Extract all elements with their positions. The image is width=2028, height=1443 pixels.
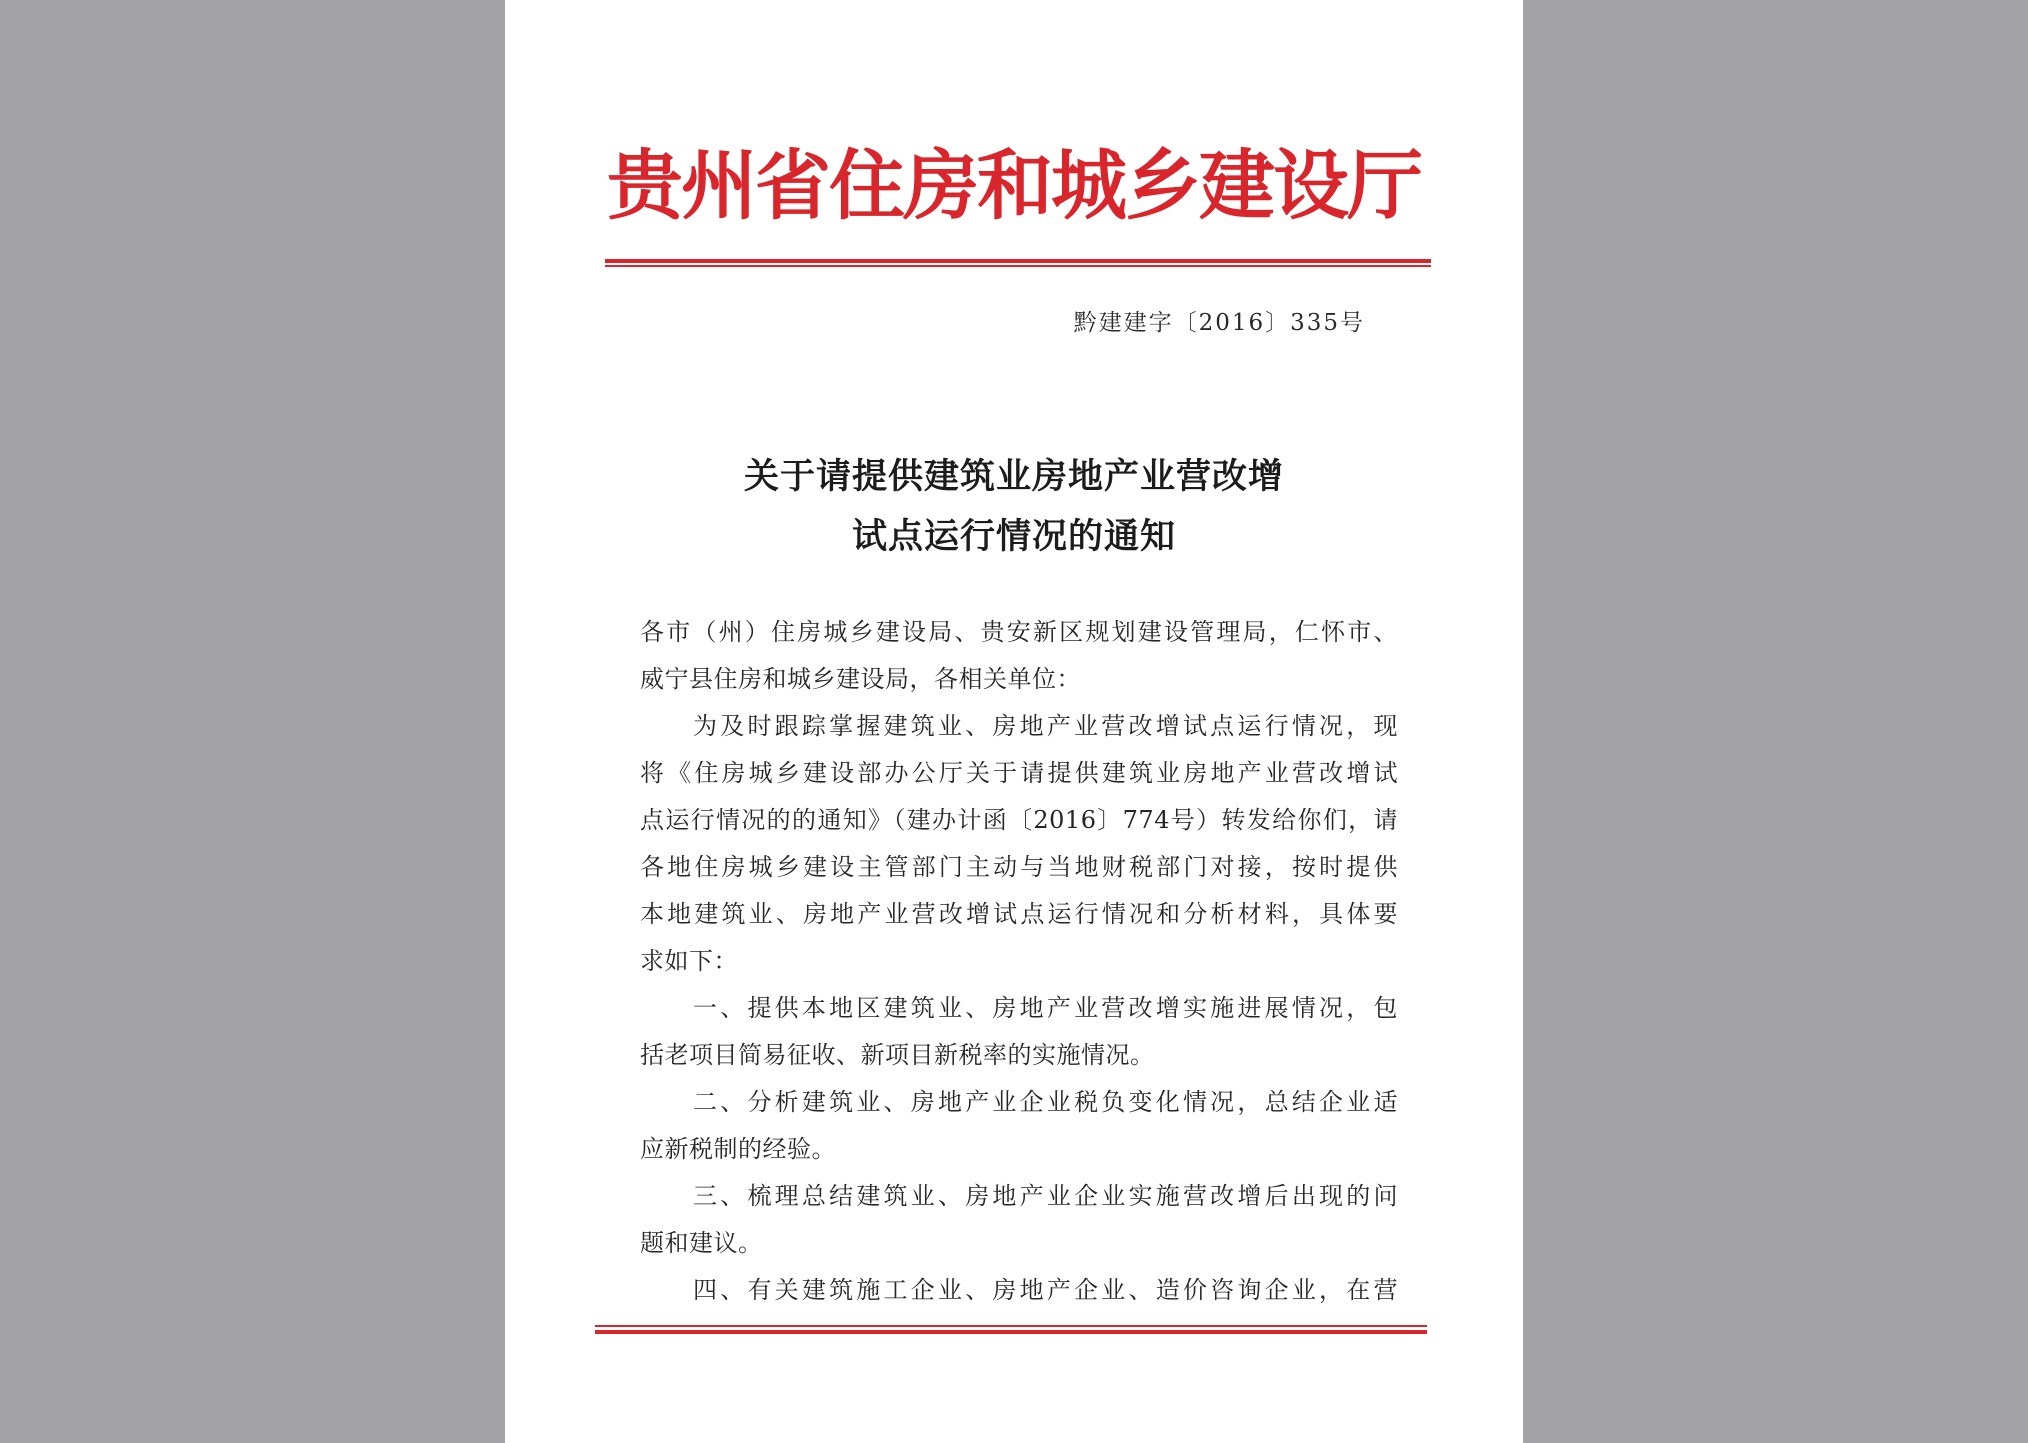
letterhead-agency-name: 贵州省住房和城乡建设厅 [607,141,1421,230]
body-line: 各地住房城乡建设主管部门主动与当地财税部门对接，按时提供 [640,853,1398,881]
body-line: 题和建议。 [640,1229,763,1257]
letterhead-red-rule-thin [605,265,1431,267]
body-line: 本地建筑业、房地产业营改增试点运行情况和分析材料，具体要 [640,900,1398,928]
letterhead-red-rule [605,259,1431,263]
footer-red-rule [595,1330,1427,1334]
body-line: 威宁县住房和城乡建设局，各相关单位： [640,665,1081,693]
body-line: 一、提供本地区建筑业、房地产业营改增实施进展情况，包 [693,994,1398,1022]
body-line: 三、梳理总结建筑业、房地产业企业实施营改增后出现的问 [693,1182,1398,1210]
body-line: 各市（州）住房城乡建设局、贵安新区规划建设管理局，仁怀市、 [640,618,1398,646]
body-line: 应新税制的经验。 [640,1135,836,1163]
document-title-line-2: 试点运行情况的通知 [851,516,1176,557]
footer-red-rule-thin [595,1325,1427,1327]
body-line: 为及时跟踪掌握建筑业、房地产业营改增试点运行情况，现 [693,712,1398,740]
body-line: 将《住房城乡建设部办公厅关于请提供建筑业房地产业营改增试 [640,759,1398,787]
document-title-line-1: 关于请提供建筑业房地产业营改增 [743,456,1284,497]
body-line: 求如下： [640,947,738,975]
body-line: 二、分析建筑业、房地产业企业税负变化情况，总结企业适 [693,1088,1398,1116]
body-line: 点运行情况的的通知》（建办计函〔2016〕774号）转发给你们，请 [640,806,1398,834]
document-number: 黔建建字〔2016〕335号 [1073,310,1365,336]
body-line: 括老项目简易征收、新项目新税率的实施情况。 [640,1041,1155,1069]
body-line: 四、有关建筑施工企业、房地产企业、造价咨询企业，在营 [693,1276,1398,1304]
document-page [505,0,1523,1443]
